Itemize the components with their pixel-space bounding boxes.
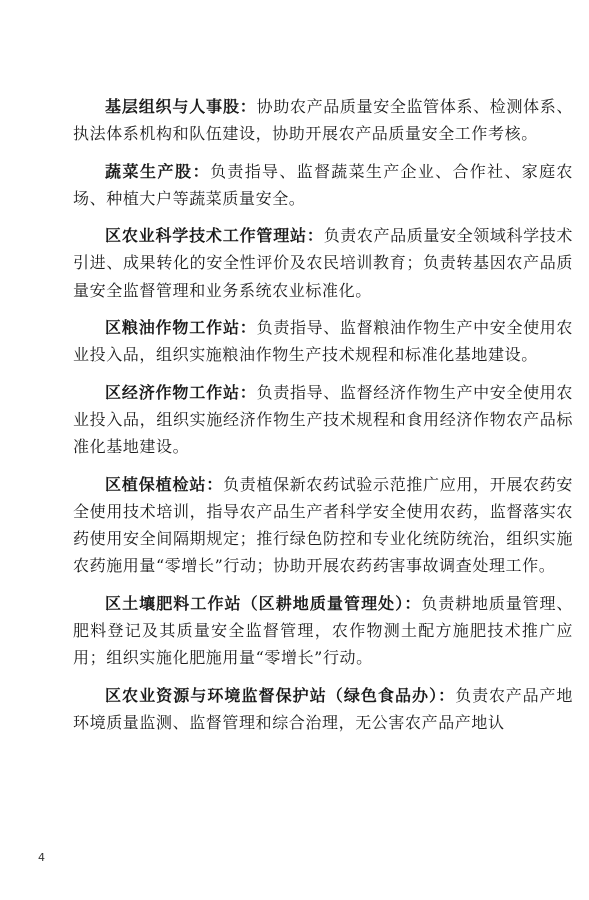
paragraph-vegetable-section [73, 158, 573, 213]
paragraph-body: 负责指导、监督粮油作物生产中安全使用农业投入品，组织实施粮油作物生产技术规程和标准化基地建设。 [73, 318, 573, 365]
paragraph-economic-crop-station [73, 379, 573, 461]
page-body [73, 93, 573, 746]
paragraph-plant-protection-station [73, 471, 573, 580]
paragraph-body: 负责指导、监督蔬菜生产企业、合作社、家庭农场、种植大户等蔬菜质量安全。 [73, 161, 573, 208]
paragraph-body: 负责植保新农药试验示范推广应用，开展农药安全使用技术培训，指导农产品生产者科学安全使用农药，监督落实农药使用安全间隔期规定；推行绿色防控和专业化统防统治，组织实施农药施用量“零增长”行动；协助开展农药药害事故调查处理工作。 [73, 474, 573, 576]
paragraph-body: 协助农产品质量安全监管体系、检测体系、执法体系机构和队伍建设，协助开展农产品质量安全工作考核。 [73, 97, 573, 144]
paragraph-grain-oil-station [73, 314, 573, 369]
paragraph-heading: 区农业资源与环境监督保护站（绿色食品办）： [105, 685, 456, 705]
paragraph-body: 负责农产品质量安全领域科学技术引进、成果转化的安全性评价及农民培训教育；负责转基因农产品质量安全监督管理和业务系统农业标准化。 [73, 226, 573, 300]
paragraph-body: 负责耕地质量管理、肥料登记及其质量安全监督管理，农作物测土配方施肥技术推广应用；组织实施化肥施用量“零增长”行动。 [73, 593, 573, 668]
paragraph-soil-fertilizer-station [73, 590, 573, 672]
paragraph-heading: 基层组织与人事股： [105, 97, 257, 116]
paragraph-resource-environment-station [73, 682, 573, 737]
paragraph-heading: 区植保植检站： [105, 474, 224, 494]
paragraph-heading: 区经济作物工作站： [105, 382, 257, 402]
paragraph-body: 负责农产品产地环境质量监测、监督管理和综合治理，无公害农产品产地认 [73, 685, 573, 732]
page-number: 4 [38, 851, 45, 864]
paragraph-heading: 蔬菜生产股： [105, 161, 211, 181]
paragraph-heading: 区土壤肥料工作站（区耕地质量管理处）： [105, 593, 422, 613]
paragraph-heading: 区粮油作物工作站： [105, 318, 257, 338]
paragraph-body: 负责指导、监督经济作物生产中安全使用农业投入品，组织实施经济作物生产技术规程和食用经济作物农产品标准化基地建设。 [73, 382, 573, 457]
paragraph-heading: 区农业科学技术工作管理站： [105, 226, 324, 246]
paragraph-personnel-section [73, 93, 573, 148]
paragraph-agri-science-station [73, 222, 573, 304]
